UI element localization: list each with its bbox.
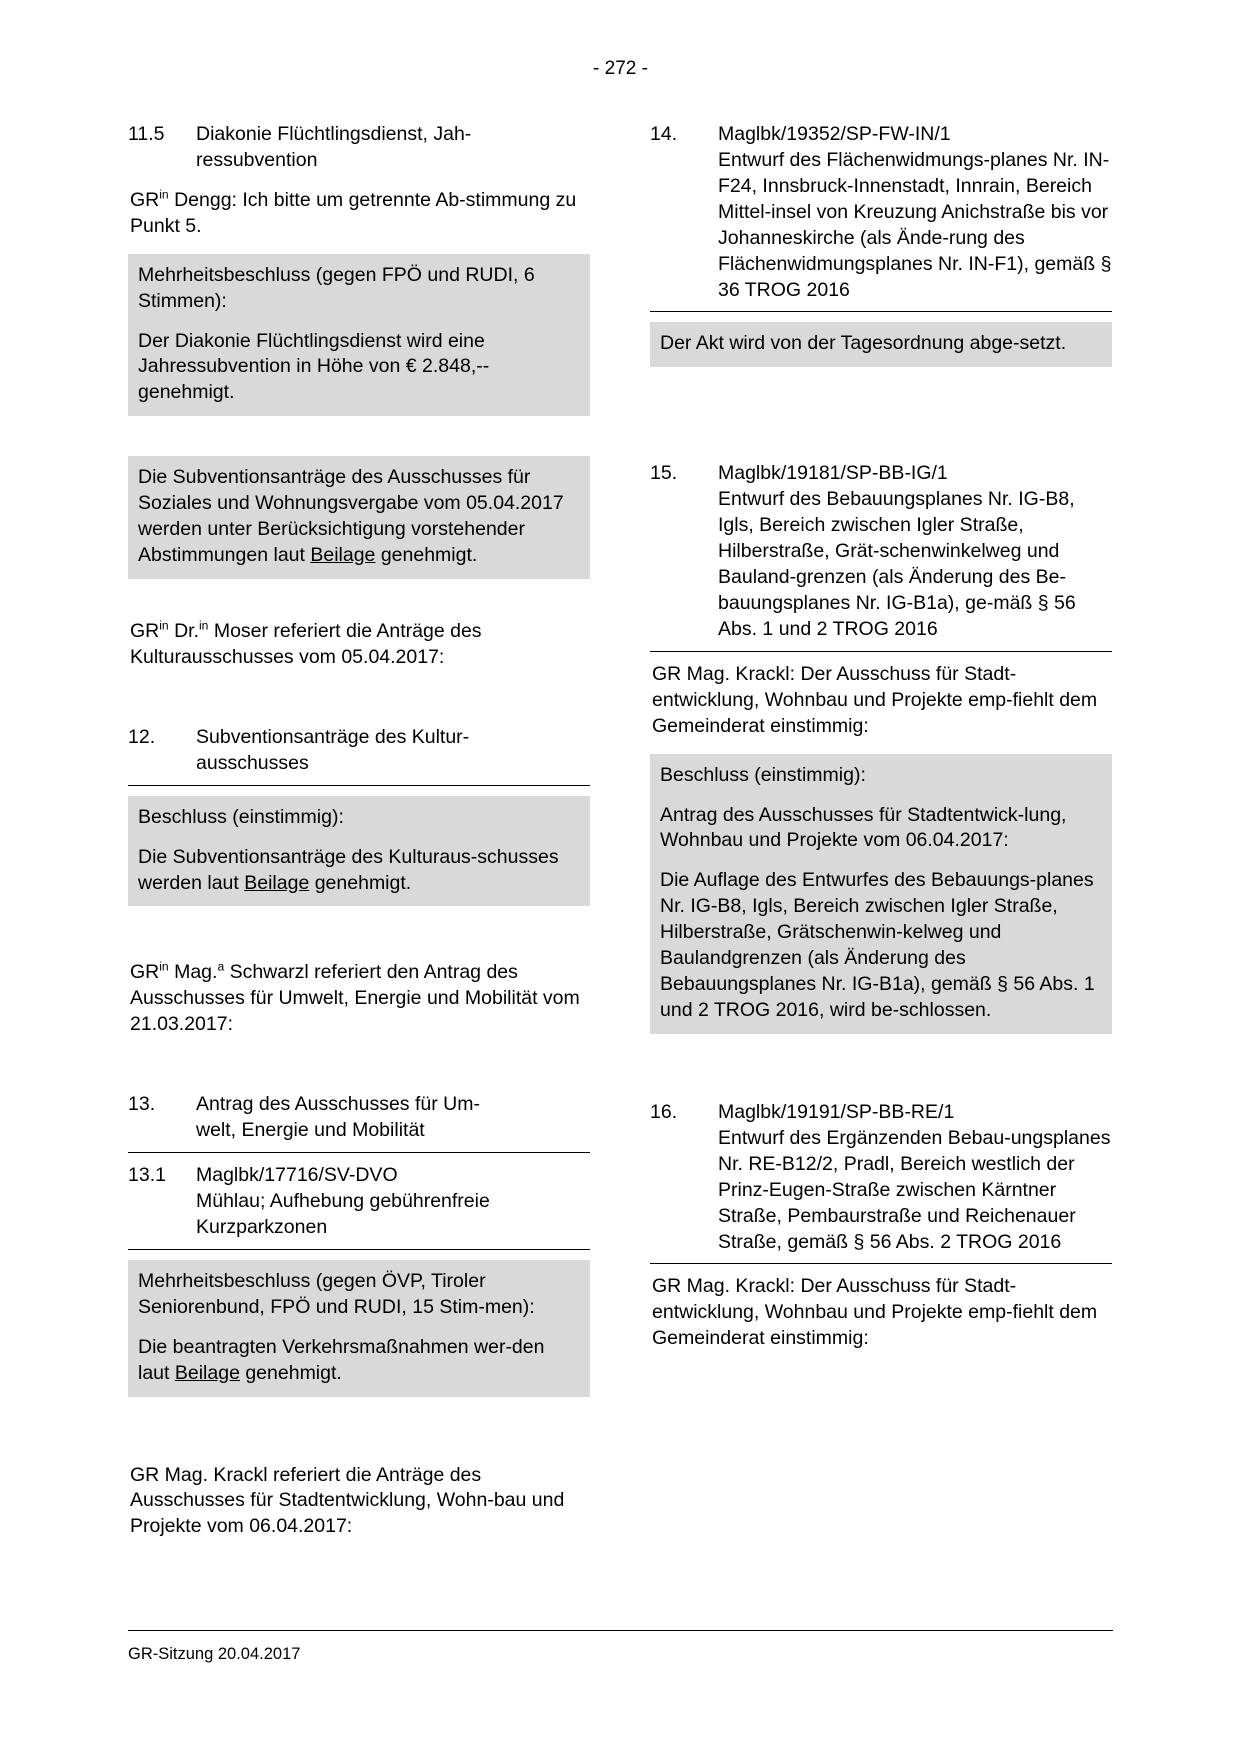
- speaker-note-schwarzl: [128, 960, 590, 1038]
- decision-block-11-5: [128, 254, 590, 417]
- agenda-item-14-number: 14.: [650, 123, 678, 145]
- agenda-item-13-number: 13.: [128, 1093, 156, 1116]
- note-14-text: Der Akt wird von der Tagesordnung abge-setzt.: [660, 332, 1067, 355]
- decision-15-heading: Beschluss (einstimmig):: [660, 763, 866, 786]
- speaker-prefix: GR: [130, 188, 160, 211]
- shaded-subventions-block: [128, 456, 590, 579]
- right-column: [650, 122, 1112, 1540]
- decision-11-5-heading: Mehrheitsbeschluss (gegen FPÖ und RUDI, 6 Stimmen):: [138, 263, 535, 312]
- agenda-item-13-title-line2: welt, Energie und Mobilität: [196, 1119, 425, 1142]
- speaker-moser-prefix: GR: [130, 619, 160, 642]
- agenda-item-13-1-title: Maglbk/17716/SV-DVO: [196, 1164, 398, 1187]
- two-column-body: [128, 122, 1113, 1540]
- speaker-note-text: Dengg: Ich bitte um getrennte Ab-stimmung zu Punkt 5.: [130, 188, 577, 237]
- note-block-14: [650, 322, 1112, 367]
- decision-13-1-body: [138, 1335, 580, 1387]
- speaker-schwarzl-prefix: GR: [130, 961, 160, 984]
- decision-block-15: [650, 754, 1112, 1034]
- agenda-item-13-1-subtitle: [128, 1189, 590, 1250]
- shaded-subventions-text: [138, 465, 580, 569]
- agenda-item-11-5-number: 11.5: [128, 123, 165, 145]
- speaker-schwarzl-sup1: in: [159, 959, 169, 974]
- agenda-item-12-title: [196, 725, 590, 777]
- decision-12-body-part1: Die Subventionsanträge des Kulturaus-schusses werden laut: [138, 845, 559, 894]
- agenda-item-14-body: Entwurf des Flächenwidmungs-planes Nr. IN-F24, Innsbruck-Innenstadt, Innrain, Bereich Mittel-insel von Kreuzung Anichstraße bis vor Johanneskirche (als Ände-rung des Flächenwidmungsplanes Nr. IN-F1), gemäß § 36 TROG 2016: [650, 148, 1112, 313]
- agenda-item-16-heading: [650, 1100, 1112, 1126]
- beilage-link[interactable]: Beilage: [244, 871, 310, 894]
- agenda-item-16-body: Entwurf des Ergänzenden Bebau-ungsplanes Nr. RE-B12/2, Pradl, Bereich westlich der Prinz-Eugen-Straße zwischen Kärntner Straße, Pembaurstraße und Reichenauer Straße, gemäß § 56 Abs. 2 TROG 2016: [650, 1126, 1112, 1265]
- agenda-item-13-title: [196, 1092, 590, 1144]
- agenda-item-12-number: 12.: [128, 725, 156, 748]
- agenda-item-13-1-number: 13.1: [128, 1164, 166, 1187]
- speaker-moser-rest: Moser referiert die Anträge des Kulturausschusses vom 05.04.2017:: [130, 619, 482, 668]
- agenda-item-11-5-title-line2: ressubvention: [196, 148, 318, 171]
- speaker-note-krackl-16: GR Mag. Krackl: Der Ausschuss für Stadt-entwicklung, Wohnbau und Projekte emp-fiehlt dem Gemeinderat einstimmig:: [652, 1275, 1098, 1350]
- speaker-note-moser: [128, 619, 590, 671]
- left-column: [128, 122, 590, 1540]
- beilage-link[interactable]: Beilage: [174, 1361, 240, 1384]
- speaker-moser-sup1: in: [159, 618, 169, 633]
- beilage-link[interactable]: Beilage: [310, 544, 376, 567]
- agenda-item-13-heading: [128, 1092, 590, 1153]
- decision-block-13-1: [128, 1260, 590, 1397]
- agenda-item-12-title-line1: Subventionsanträge des Kultur-: [196, 725, 470, 748]
- agenda-item-13-title-line1: Antrag des Ausschusses für Um-: [196, 1093, 480, 1116]
- footer-divider: [128, 1630, 1113, 1631]
- agenda-item-15-title: Maglbk/19181/SP-BB-IG/1: [718, 462, 948, 485]
- agenda-item-13-1-heading: [128, 1163, 590, 1189]
- decision-12-body-part2: genehmigt.: [309, 871, 412, 894]
- speaker-moser-sup2: in: [199, 618, 209, 633]
- footer-text: GR-Sitzung 20.04.2017: [128, 1645, 301, 1663]
- speaker-note-krackl-left: GR Mag. Krackl referiert die Anträge des Ausschusses für Stadtentwicklung, Wohn-bau und Projekte vom 06.04.2017:: [130, 1463, 565, 1538]
- agenda-item-14-title: Maglbk/19352/SP-FW-IN/1: [718, 123, 951, 145]
- agenda-item-16-title: Maglbk/19191/SP-BB-RE/1: [718, 1100, 955, 1123]
- agenda-item-16-number: 16.: [650, 1100, 678, 1123]
- decision-block-12: [128, 796, 590, 907]
- speaker-note-dengg: [128, 188, 590, 240]
- decision-12-body: [138, 845, 580, 897]
- agenda-item-15-body: Entwurf des Bebauungsplanes Nr. IG-B8, Igls, Bereich zwischen Igler Straße, Hilberstraße, Grät-schenwinkelweg und Bauland-grenzen (als Änderung des Be-bauungsplanes Nr. IG-B1a), ge-mäß § 56 Abs. 1 und 2 TROG 2016: [650, 487, 1112, 652]
- agenda-item-12-title-line2: ausschusses: [196, 751, 309, 774]
- speaker-schwarzl-mid: Mag.: [168, 961, 218, 984]
- agenda-item-15-heading: [650, 461, 1112, 487]
- speaker-note-krackl-15: GR Mag. Krackl: Der Ausschuss für Stadt-entwicklung, Wohnbau und Projekte emp-fiehlt dem Gemeinderat einstimmig:: [652, 662, 1098, 737]
- speaker-suffix-sup: in: [159, 187, 169, 202]
- agenda-item-11-5-title: [196, 122, 590, 174]
- agenda-item-13-1-subtitle-line2: Kurzparkzonen: [196, 1215, 328, 1238]
- decision-13-1-body-part1: Die beantragten Verkehrsmaßnahmen wer-den laut: [138, 1335, 545, 1384]
- decision-13-1-body-part2: genehmigt.: [239, 1361, 342, 1384]
- speaker-schwarzl-sup2: a: [217, 959, 225, 974]
- decision-12-heading: Beschluss (einstimmig):: [138, 805, 344, 828]
- decision-11-5-body: Der Diakonie Flüchtlingsdienst wird eine Jahressubvention in Höhe von € 2.848,-- genehmigt.: [138, 329, 490, 404]
- decision-13-1-heading: Mehrheitsbeschluss (gegen ÖVP, Tiroler Seniorenbund, FPÖ und RUDI, 15 Stim-men):: [138, 1269, 535, 1318]
- agenda-item-15-number: 15.: [650, 462, 678, 485]
- agenda-item-11-5-heading: [128, 122, 590, 174]
- page-number: - 272 -: [593, 58, 648, 79]
- agenda-item-13-1-subtitle-line1: Mühlau; Aufhebung gebührenfreie: [196, 1189, 490, 1212]
- speaker-moser-mid: Dr.: [168, 619, 199, 642]
- agenda-item-14-heading: [650, 122, 1112, 148]
- agenda-item-11-5-title-line1: Diakonie Flüchtlingsdienst, Jah-: [196, 123, 472, 145]
- shaded-subventions-part1: Die Subventionsanträge des Ausschusses für Soziales und Wohnungsvergabe vom 05.04.2017 werden unter Berücksichtigung vorstehender Abstimmungen laut: [138, 466, 564, 567]
- agenda-item-12-heading: [128, 725, 590, 786]
- shaded-subventions-part2: genehmigt.: [375, 544, 478, 567]
- decision-15-body1: Antrag des Ausschusses für Stadtentwick-lung, Wohnbau und Projekte vom 06.04.2017:: [660, 803, 1067, 852]
- decision-15-body2: Die Auflage des Entwurfes des Bebauungs-planes Nr. IG-B8, Igls, Bereich zwischen Igler Straße, Hilberstraße, Grätschenwin-kelweg und Baulandgrenzen (als Änderung des Bebauungsplanes Nr. IG-B1a), gemäß § 56 Abs. 1 und 2 TROG 2016, wird be-schlossen.: [660, 869, 1095, 1021]
- speaker-schwarzl-rest: Schwarzl referiert den Antrag des Ausschusses für Umwelt, Energie und Mobilität vom 21.03.2017:: [130, 961, 580, 1036]
